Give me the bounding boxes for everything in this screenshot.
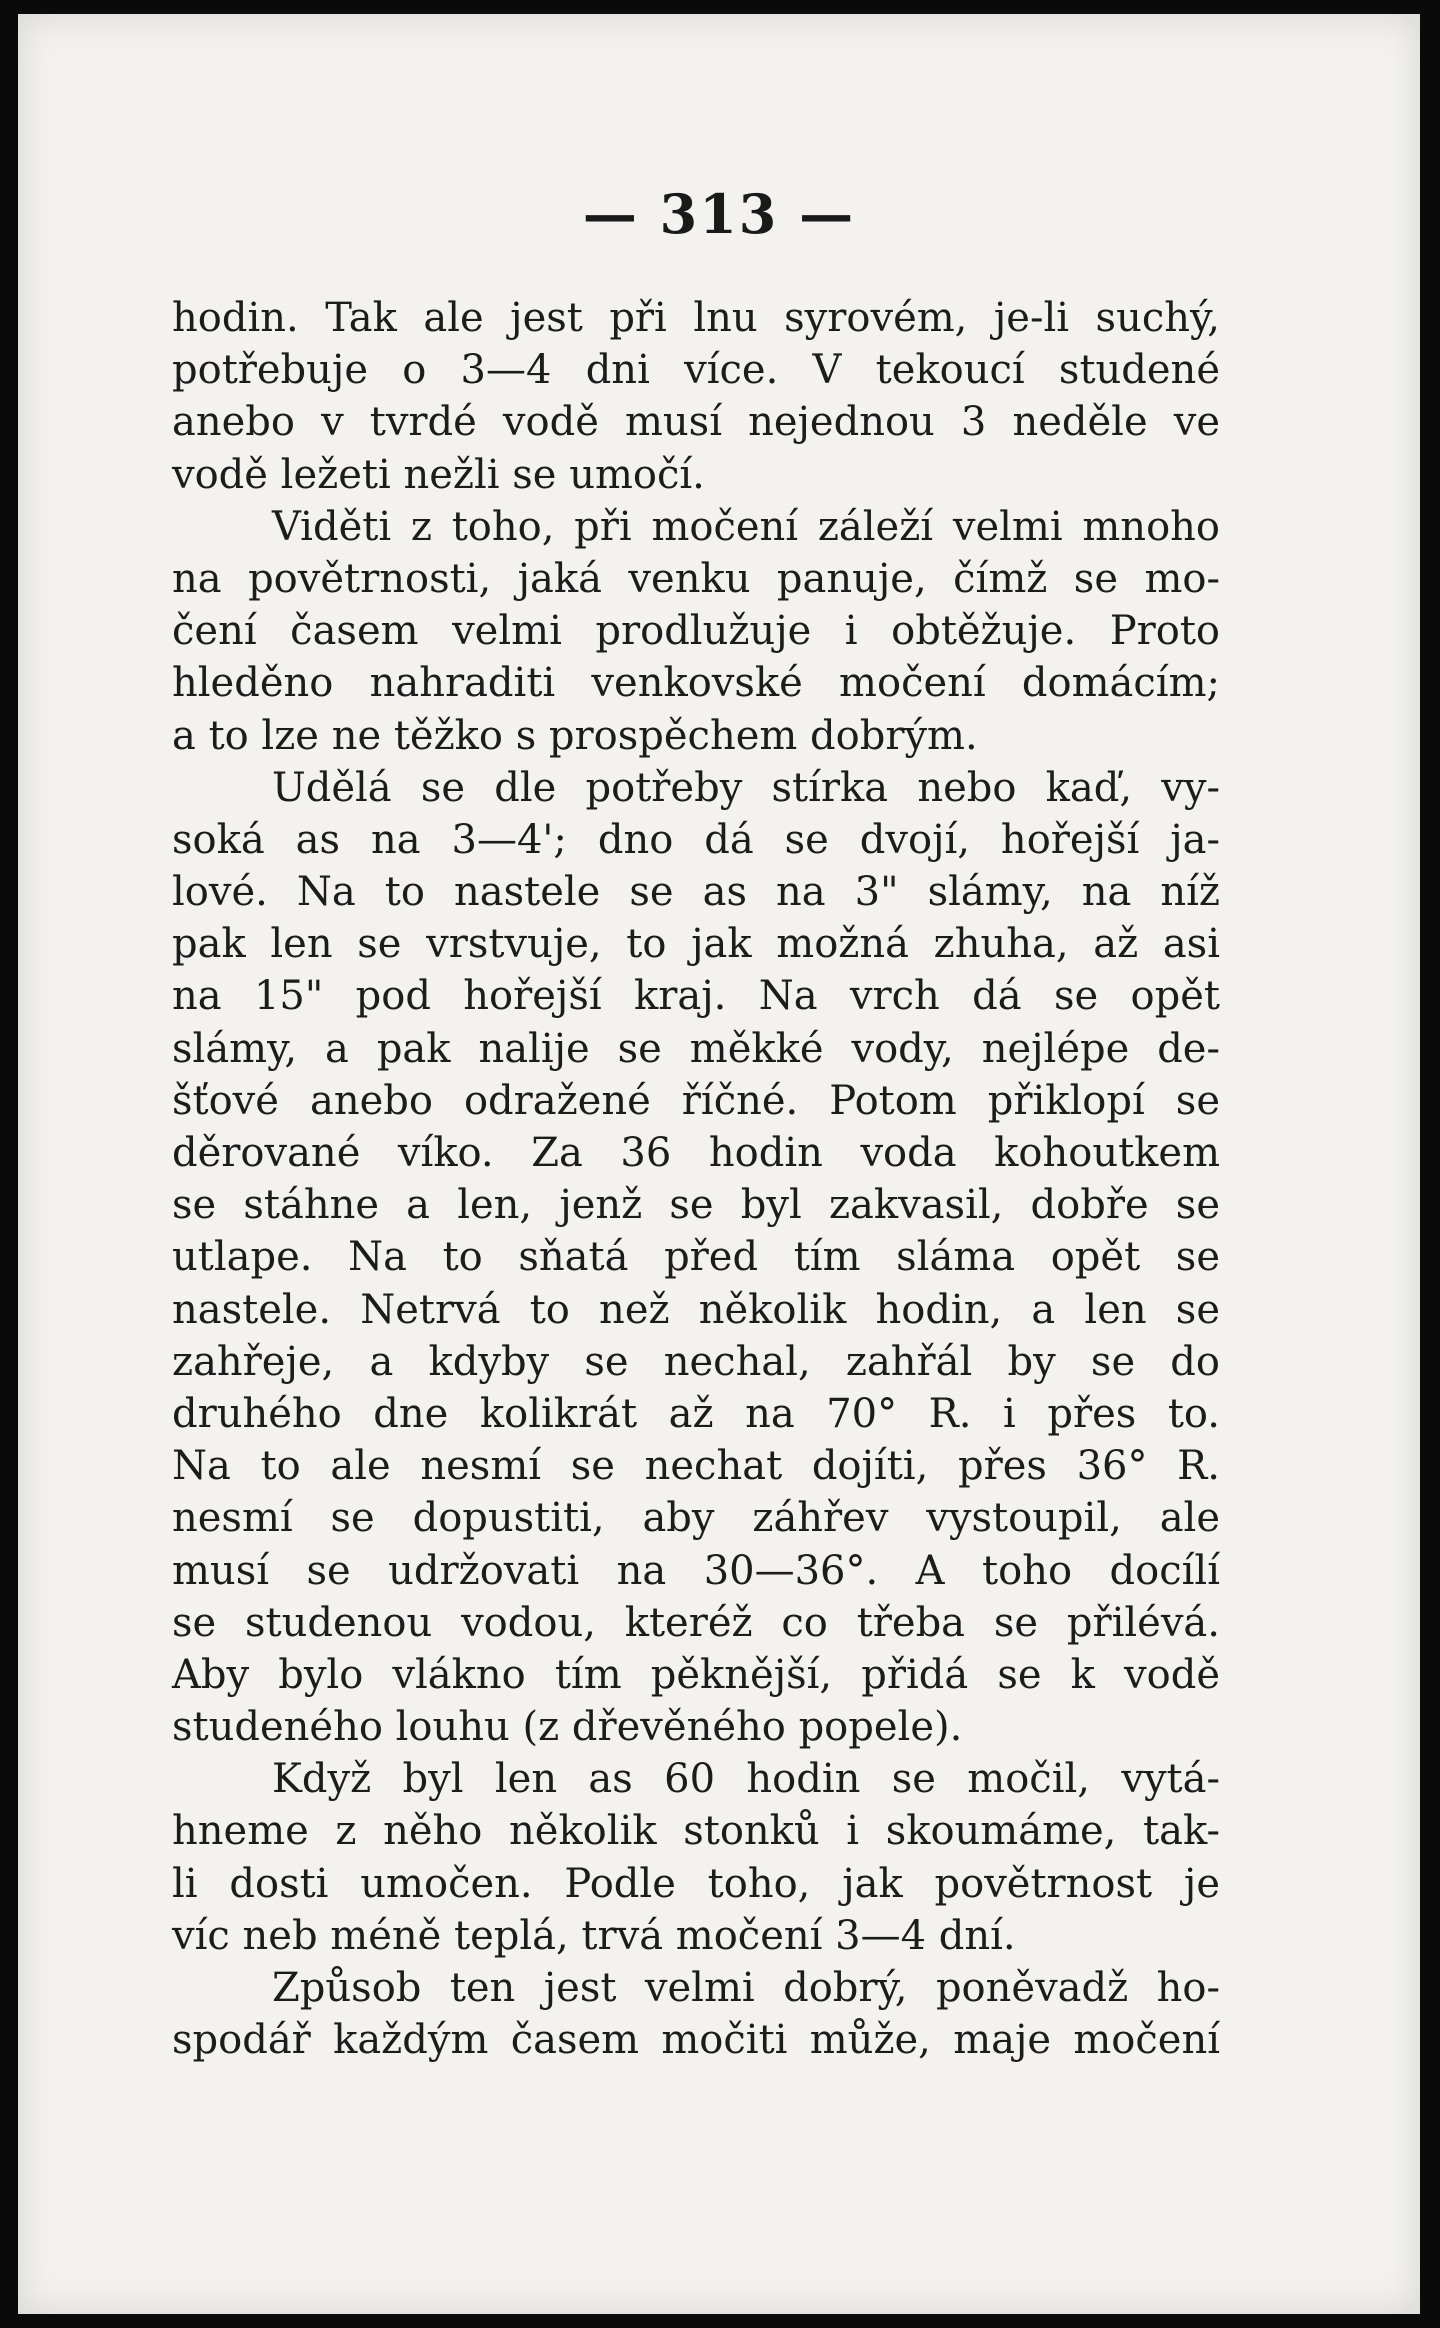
text-line: slámy, a pak nalije se měkké vody, nejlépe de- bbox=[172, 1025, 1220, 1072]
text-line: víc neb méně teplá, trvá močení 3—4 dní. bbox=[172, 1912, 1016, 1959]
text-line: Na to ale nesmí se nechat dojíti, přes 36° R. bbox=[172, 1443, 1220, 1490]
text-line: Viděti z toho, při močení záleží velmi mnoho bbox=[272, 503, 1220, 550]
text-line: Když byl len as 60 hodin se močil, vytá- bbox=[272, 1756, 1220, 1803]
text-line: čení časem velmi prodlužuje i obtěžuje. Proto bbox=[172, 608, 1220, 655]
text-line: musí se udržovati na 30—36°. A toho docílí bbox=[172, 1547, 1220, 1594]
page-number: — 313 — bbox=[582, 182, 856, 246]
text-line: vodě ležeti nežli se umočí. bbox=[172, 451, 705, 498]
text-line: soká as na 3—4'; dno dá se dvojí, hořejší ja- bbox=[172, 816, 1220, 863]
text-line: děrované víko. Za 36 hodin voda kohoutkem bbox=[172, 1130, 1220, 1176]
text-line: na 15" pod hořejší kraj. Na vrch dá se opět bbox=[172, 973, 1220, 1020]
text-line: studeného louhu (z dřevěného popele). bbox=[172, 1704, 963, 1751]
text-line: utlape. Na to sňatá před tím sláma opět se bbox=[172, 1234, 1220, 1281]
text-line: Udělá se dle potřeby stírka nebo kaď, vy- bbox=[272, 764, 1220, 811]
body-text bbox=[172, 292, 1220, 2066]
text-line: hleděno nahraditi venkovské močení domácím; bbox=[172, 660, 1220, 707]
text-line: Způsob ten jest velmi dobrý, poněvadž ho- bbox=[272, 1965, 1220, 2011]
text-line: lové. Na to nastele se as na 3" slámy, na níž bbox=[172, 869, 1220, 916]
text-line: anebo v tvrdé vodě musí nejednou 3 neděle ve bbox=[172, 399, 1220, 446]
text-line: a to lze ne těžko s prospěchem dobrým. bbox=[172, 712, 978, 759]
book-page bbox=[18, 14, 1420, 2314]
text-line: hodin. Tak ale jest při lnu syrovém, je-li suchý, bbox=[172, 295, 1220, 341]
text-line: se studenou vodou, kteréž co třeba se přilévá. bbox=[172, 1599, 1220, 1646]
text-line: hneme z něho několik stonků i skoumáme, tak- bbox=[172, 1808, 1220, 1855]
text-line: šťové anebo odražené říčné. Potom přiklopí se bbox=[172, 1077, 1220, 1124]
text-line: potřebuje o 3—4 dni více. V tekoucí studené bbox=[172, 347, 1220, 394]
text-line: na povětrnosti, jaká venku panuje, čímž se mo- bbox=[172, 555, 1220, 602]
text-line: Aby bylo vlákno tím pěknější, přidá se k vodě bbox=[172, 1651, 1220, 1698]
text-line: druhého dne kolikrát až na 70° R. i přes to. bbox=[172, 1390, 1220, 1437]
text-line: spodář každým časem močiti může, maje močení bbox=[172, 2017, 1220, 2064]
text-line: nesmí se dopustiti, aby záhřev vystoupil, ale bbox=[172, 1495, 1220, 1542]
text-line: zahřeje, a kdyby se nechal, zahřál by se do bbox=[172, 1338, 1220, 1385]
text-line: nastele. Netrvá to než několik hodin, a len se bbox=[172, 1286, 1220, 1333]
text-line: se stáhne a len, jenž se byl zakvasil, dobře se bbox=[172, 1182, 1220, 1229]
text-line: li dosti umočen. Podle toho, jak povětrnost je bbox=[172, 1860, 1220, 1907]
text-line: pak len se vrstvuje, to jak možná zhuha, až asi bbox=[172, 921, 1220, 968]
